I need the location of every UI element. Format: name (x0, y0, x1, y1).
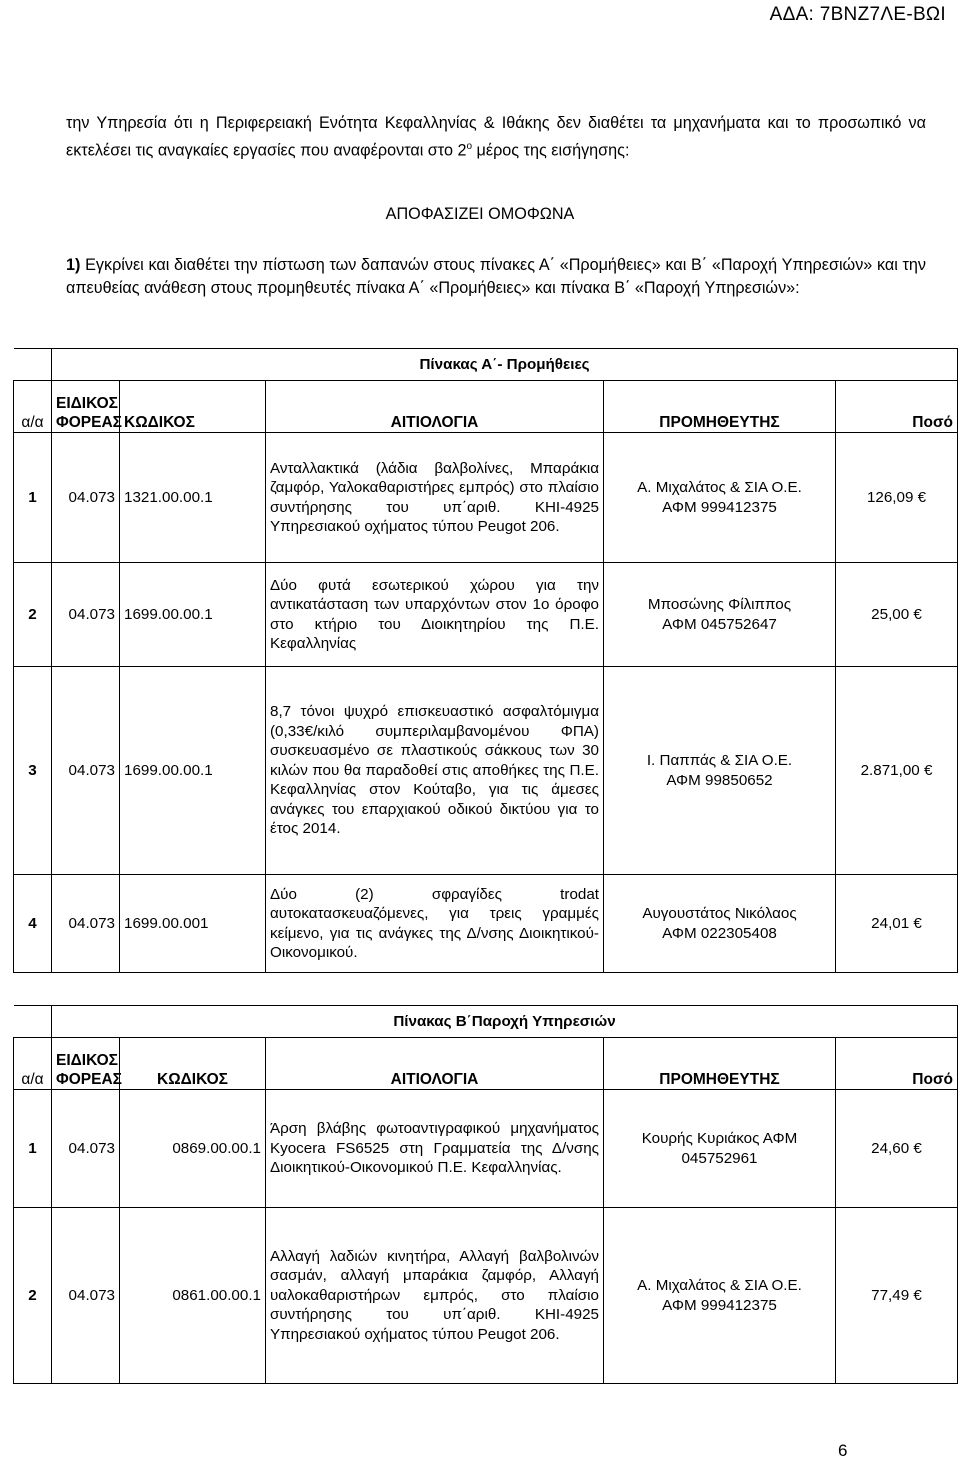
supplier-name: Α. Μιχαλάτος & ΣΙΑ Ο.Ε. (637, 1277, 802, 1294)
row-code: 0869.00.00.1 (120, 1090, 266, 1208)
header-category-line1: ΕΙΔΙΚΟΣ (56, 395, 118, 412)
row-supplier (604, 667, 836, 875)
row-amount: 24,60 € (836, 1090, 958, 1208)
supplier-afm: ΑΦΜ 045752647 (662, 615, 777, 633)
table-a-header-row (14, 381, 958, 433)
table-row (14, 1090, 958, 1208)
ada-code: ΑΔΑ: 7ΒΝΖ7ΛΕ-ΒΩΙ (769, 4, 946, 25)
row-aa: 1 (14, 1090, 52, 1208)
row-code: 1699.00.001 (120, 875, 266, 973)
header-supplier: ΠΡΟΜΗΘΕΥΤΗΣ (604, 381, 836, 433)
supplier-name: Κουρής Κυριάκος ΑΦΜ (641, 1130, 798, 1147)
table-row (14, 667, 958, 875)
row-amount: 77,49 € (836, 1208, 958, 1384)
row-reason: Αλλαγή λαδιών κινητήρα, Αλλαγή βαλβολινών σασμάν, αλλαγή μπαράκια ζαμφόρ, Αλλαγή υαλοκαθαριστήρων εμπρός, στο πλαίσιο συντήρησης του υπ΄αριθ. ΚΗΙ-4925 Υπηρεσιακού οχήματος τύπου Peugot 206. (266, 1208, 604, 1384)
supplier-afm: ΑΦΜ 999412375 (662, 498, 777, 516)
header-amount: Ποσό (836, 1038, 958, 1090)
table-a-title-row (14, 349, 958, 381)
supplier-afm: 045752961 (681, 1149, 758, 1167)
row-code: 1321.00.00.1 (120, 433, 266, 563)
supplier-afm: ΑΦΜ 999412375 (662, 1296, 777, 1314)
table-row (14, 875, 958, 973)
intro-paragraph (66, 112, 926, 162)
table-row (14, 1208, 958, 1384)
supplier-name: Αυγουστάτος Νικόλαος (642, 905, 797, 922)
row-aa: 2 (14, 1208, 52, 1384)
decision-item-1 (66, 254, 926, 300)
table-b-title-row (14, 1006, 958, 1038)
table-a-title-spacer (14, 349, 52, 381)
table-row (14, 563, 958, 667)
header-category-line1: ΕΙΔΙΚΟΣ (56, 1052, 118, 1069)
row-category: 04.073 (52, 563, 120, 667)
row-reason: Δύο φυτά εσωτερικού χώρου για την αντικατάσταση των υπαρχόντων στον 1ο όροφο στο κτήριο του Διοικητηρίου της Π.Ε. Κεφαλληνίας (266, 563, 604, 667)
row-amount: 24,01 € (836, 875, 958, 973)
header-category-line2: ΦΟΡΕΑΣ (56, 1071, 122, 1088)
row-code: 1699.00.00.1 (120, 563, 266, 667)
row-amount: 25,00 € (836, 563, 958, 667)
header-category (52, 1038, 120, 1090)
header-category (52, 381, 120, 433)
row-supplier (604, 875, 836, 973)
row-reason: Ανταλλακτικά (λάδια βαλβολίνες, Μπαράκια ζαμφόρ, Υαλοκαθαριστήρες εμπρός) στο πλαίσιο συντήρησης του υπ΄αριθ. ΚΗΙ-4925 Υπηρεσιακού οχήματος τύπου Peugot 206. (266, 433, 604, 563)
item-text: Εγκρίνει και διαθέτει την πίστωση των δαπανών στους πίνακες Α΄ «Προμήθειες» και Β΄ «Παροχή Υπηρεσιών» και την απευθείας ανάθεση στους προμηθευτές πίνακα Α΄ «Προμήθειες» και πίνακα Β΄ «Παροχή Υπηρεσιών»: (66, 256, 926, 297)
row-supplier (604, 1208, 836, 1384)
intro-text-start: την Υπηρεσία ότι η Περιφερειακή Ενότητα Κεφαλληνίας & Ιθάκης δεν διαθέτει τα μηχανήματα και το προσωπικό να εκτελέσει τις αναγκαίες εργασίες που αναφέρονται στο 2 (66, 114, 926, 160)
intro-superscript: ο (466, 141, 473, 152)
header-aa: α/α (14, 381, 52, 433)
row-supplier (604, 1090, 836, 1208)
row-aa: 1 (14, 433, 52, 563)
table-row (14, 433, 958, 563)
row-category: 04.073 (52, 433, 120, 563)
row-code: 1699.00.00.1 (120, 667, 266, 875)
table-a-supplies (13, 348, 958, 973)
row-supplier (604, 433, 836, 563)
supplier-name: Ι. Παππάς & ΣΙΑ Ο.Ε. (646, 752, 793, 769)
row-reason: Δύο (2) σφραγίδες trodat αυτοκατασκευαζόμενες, για τρεις γραμμές κείμενο, για τις ανάγκες της Δ/νσης Διοικητικού-Οικονομικού. (266, 875, 604, 973)
intro-text-end: μέρος της εισήγησης: (472, 141, 630, 160)
header-code: ΚΩΔΙΚΟΣ (120, 1038, 266, 1090)
page-number: 6 (838, 1441, 848, 1460)
supplier-afm: ΑΦΜ 99850652 (666, 771, 773, 789)
header-amount: Ποσό (836, 381, 958, 433)
item-number: 1) (66, 256, 81, 274)
row-category: 04.073 (52, 1208, 120, 1384)
row-reason: 8,7 τόνοι ψυχρό επισκευαστικό ασφαλτόμιγμα (0,33€/κιλό συμπεριλαμβανομένου ΦΠΑ) συσκευασμένο σε πλαστικούς σάκκους των 30 κιλών που θα παραδοθεί στις αποθήκες της Π.Ε. Κεφαλληνίας στον Κούταβο, για τις άμεσες ανάγκες του επαρχιακού οδικού δικτύου για το έτος 2014. (266, 667, 604, 875)
table-b-title: Πίνακας Β΄Παροχή Υπηρεσιών (52, 1006, 958, 1038)
row-aa: 2 (14, 563, 52, 667)
table-a-title: Πίνακας Α΄- Προμήθειες (52, 349, 958, 381)
table-b-title-spacer (14, 1006, 52, 1038)
supplier-afm: ΑΦΜ 022305408 (662, 924, 777, 942)
row-aa: 4 (14, 875, 52, 973)
table-b-services (13, 1005, 958, 1384)
row-category: 04.073 (52, 1090, 120, 1208)
header-code: ΚΩΔΙΚΟΣ (120, 381, 266, 433)
row-code: 0861.00.00.1 (120, 1208, 266, 1384)
header-supplier: ΠΡΟΜΗΘΕΥΤΗΣ (604, 1038, 836, 1090)
row-amount: 2.871,00 € (836, 667, 958, 875)
row-amount: 126,09 € (836, 433, 958, 563)
row-aa: 3 (14, 667, 52, 875)
row-category: 04.073 (52, 667, 120, 875)
header-aa: α/α (14, 1038, 52, 1090)
row-supplier (604, 563, 836, 667)
decision-heading: ΑΠΟΦΑΣΙΖΕΙ ΟΜΟΦΩΝΑ (385, 205, 575, 223)
header-category-line2: ΦΟΡΕΑΣ (56, 414, 122, 431)
supplier-name: Μποσώνης Φίλιππος (647, 596, 792, 613)
table-b-header-row (14, 1038, 958, 1090)
supplier-name: Α. Μιχαλάτος & ΣΙΑ Ο.Ε. (637, 479, 802, 496)
header-reason: ΑΙΤΙΟΛΟΓΙΑ (266, 1038, 604, 1090)
row-category: 04.073 (52, 875, 120, 973)
row-reason: Άρση βλάβης φωτοαντιγραφικού μηχανήματος Kyocera FS6525 στη Γραμματεία της Δ/νσης Διοικητικού-Οικονομικού Π.Ε. Κεφαλληνίας. (266, 1090, 604, 1208)
header-reason: ΑΙΤΙΟΛΟΓΙΑ (266, 381, 604, 433)
